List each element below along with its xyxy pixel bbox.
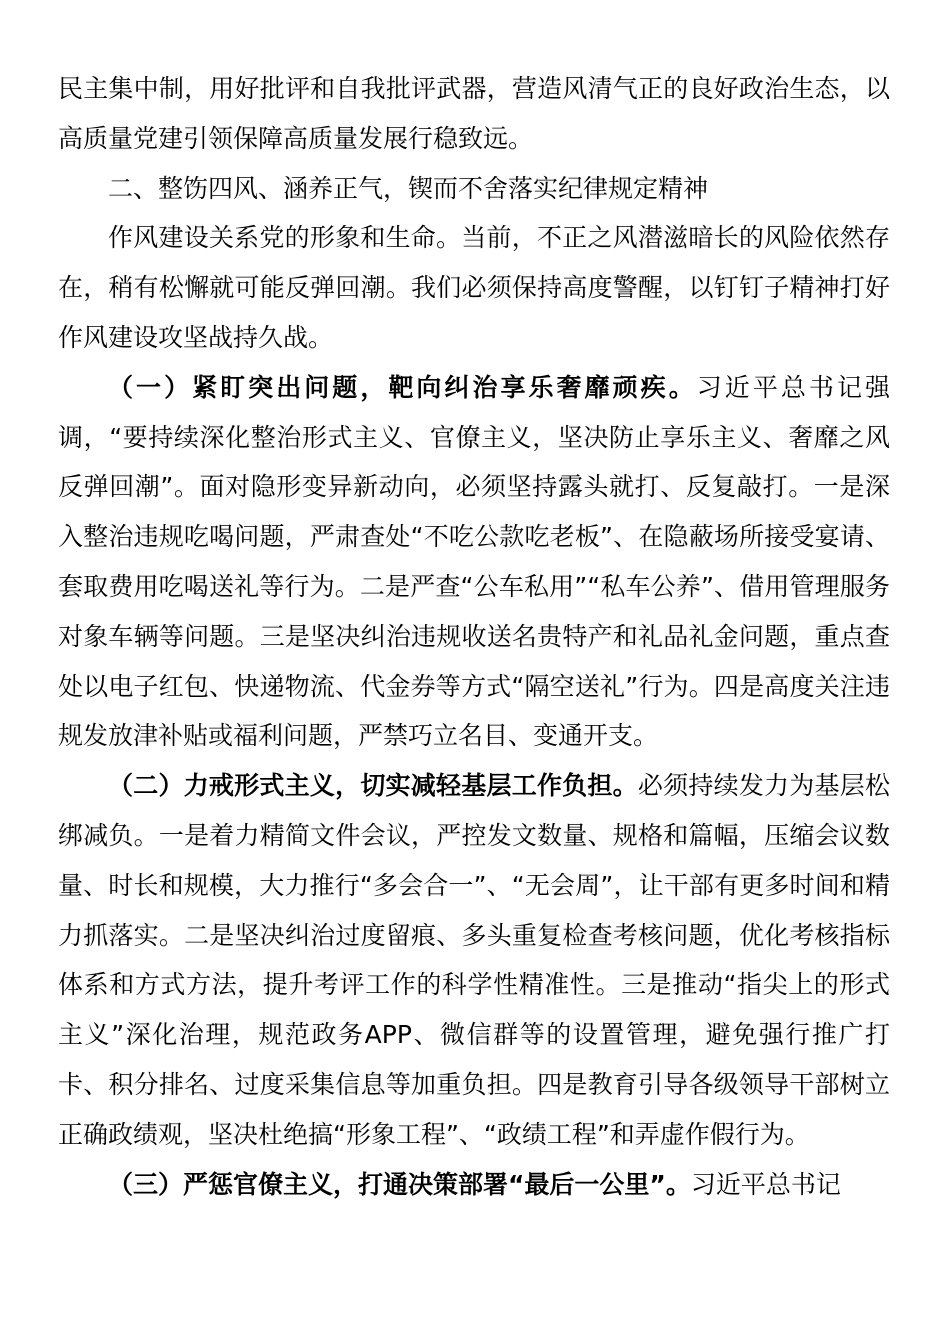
item-2-heading: （二）力戒形式主义，切实减轻基层工作负担。 (108, 771, 638, 801)
paragraph-continued: 民主集中制，用好批评和自我批评武器，营造风清气正的良好政治生态，以高质量党建引领保障高质量发展行稳致远。 (58, 74, 890, 153)
item-3 (58, 1160, 890, 1210)
paragraph-intro: 作风建设关系党的形象和生命。当前，不正之风潜滋暗长的风险依然存在，稍有松懈就可能反弹回潮。我们必须保持高度警醒，以钉钉子精神打好作风建设攻坚战持久战。 (58, 223, 890, 352)
item-3-heading: （三）严惩官僚主义，打通决策部署“最后一公里”。 (108, 1169, 691, 1199)
item-1-body: 习近平总书记强调，“要持续深化整治形式主义、官僚主义，坚决防止享乐主义、奢靡之风反弹回潮”。面对隐形变异新动向，必须坚持露头就打、反复敲打。一是深入整治违规吃喝问题，严肃查处“不吃公款吃老板”、在隐蔽场所接受宴请、套取费用吃喝送礼等行为。二是严查“公车私用”“私车公养”、借用管理服务对象车辆等问题。三是坚决纠治违规收送名贵特产和礼品礼金问题，重点查处以电子红包、快递物流、代金券等方式“隔空送礼”行为。四是高度关注违规发放津补贴或福利问题，严禁巧立名目、变通开支。 (58, 372, 890, 751)
item-1-heading: （一）紧盯突出问题，靶向纠治享乐奢靡顽疾。 (108, 372, 697, 402)
document-page (58, 64, 890, 1209)
item-3-body: 习近平总书记 (690, 1169, 841, 1199)
section-heading: 二、整饬四风、涵养正气，锲而不舍落实纪律规定精神 (108, 173, 709, 203)
item-2-body: 必须持续发力为基层松绑减负。一是着力精简文件会议，严控发文数量、规格和篇幅，压缩会议数量、时长和规模，大力推行“多会合一”、“无会周”，让干部有更多时间和精力抓落实。二是坚决纠治过度留痕、多头重复检查考核问题，优化考核指标体系和方式方法，提升考评工作的科学性精准性。三是推动“指尖上的形式主义”深化治理，规范政务APP、微信群等的设置管理，避免强行推广打卡、积分排名、过度采集信息等加重负担。四是教育引导各级领导干部树立正确政绩观，坚决杜绝搞“形象工程”、“政绩工程”和弄虚作假行为。 (58, 771, 890, 1149)
item-2 (58, 761, 890, 1159)
item-1 (58, 363, 890, 761)
